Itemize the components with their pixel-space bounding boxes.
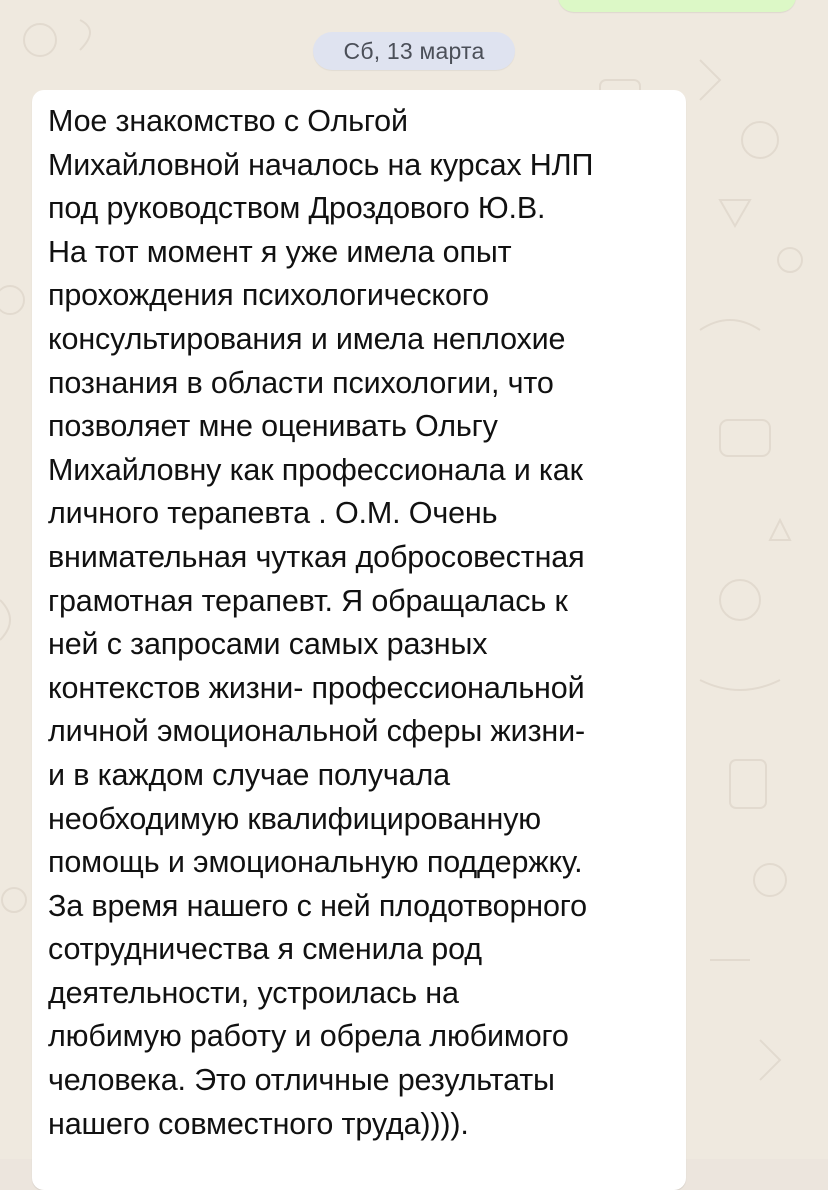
message-line: контекстов жизни- профессиональной <box>48 670 585 705</box>
message-line: личной эмоциональной сферы жизни- <box>48 714 585 749</box>
message-line: необходимую квалифицированную <box>48 801 542 836</box>
message-line: консультирования и имела неплохие <box>48 321 566 356</box>
message-line: любимую работу и обрела любимого <box>48 1019 569 1054</box>
message-line: личного терапевта . О.М. Очень <box>48 496 498 531</box>
message-line: Михайловну как профессионала и как <box>48 452 583 487</box>
message-line: деятельности, устроилась на <box>48 975 459 1010</box>
message-line: человека. Это отличные результаты <box>48 1063 555 1098</box>
message-line: позволяет мне оценивать Ольгу <box>48 409 498 444</box>
message-line: За время нашего с ней плодотворного <box>48 888 587 923</box>
message-line: помощь и эмоциональную поддержку. <box>48 845 583 880</box>
message-line: нашего совместного труда)))). <box>48 1106 469 1141</box>
message-line: под руководством Дроздового Ю.В. <box>48 191 546 226</box>
outgoing-message-bubble[interactable] <box>558 0 796 12</box>
message-line: познания в области психологии, что <box>48 365 554 400</box>
date-separator: Сб, 13 марта <box>313 32 515 70</box>
message-text <box>48 100 678 1146</box>
message-line: сотрудничества я сменила род <box>48 932 482 967</box>
message-line: и в каждом случае получала <box>48 757 450 792</box>
message-line: прохождения психологического <box>48 278 489 313</box>
message-line: На тот момент я уже имела опыт <box>48 234 512 269</box>
message-line: внимательная чуткая добросовестная <box>48 539 585 574</box>
message-line: ней с запросами самых разных <box>48 627 488 662</box>
message-line: Мое знакомство с Ольгой <box>48 104 408 138</box>
incoming-message-bubble[interactable] <box>32 90 686 1190</box>
message-line: Михайловной началось на курсах НЛП <box>48 147 594 182</box>
message-line: грамотная терапевт. Я обращалась к <box>48 583 568 618</box>
